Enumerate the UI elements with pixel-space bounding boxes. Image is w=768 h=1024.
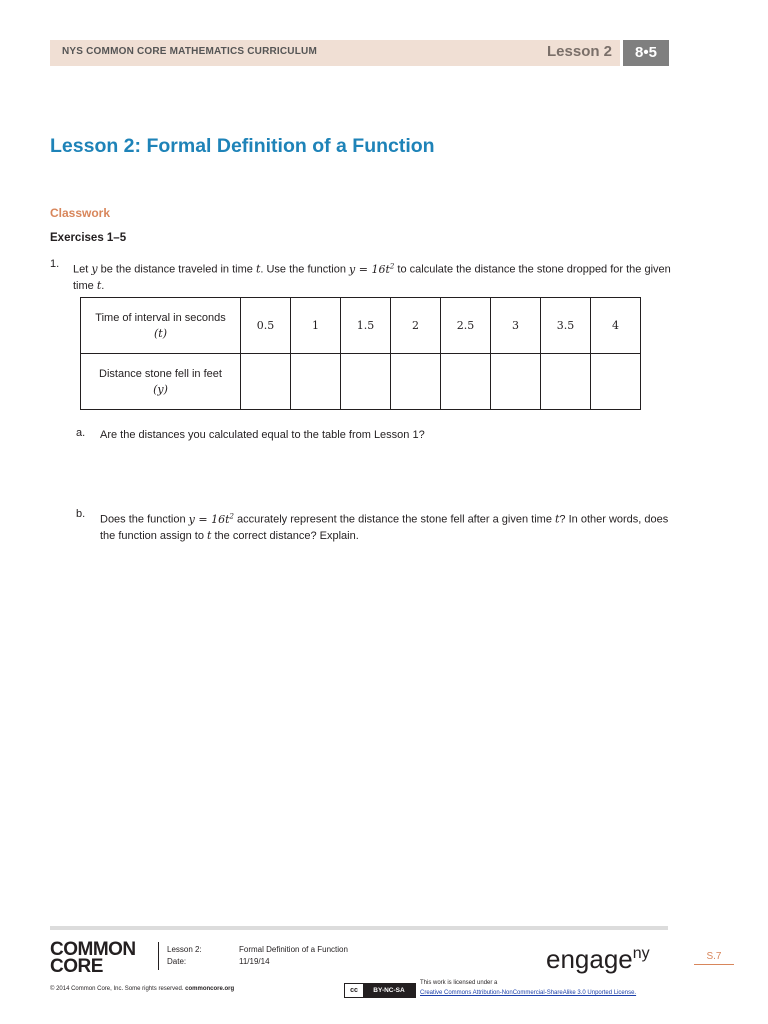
distance-answer-cell[interactable] xyxy=(541,354,591,410)
distance-answer-cell[interactable] xyxy=(491,354,541,410)
footer-date-label: Date: xyxy=(167,957,187,966)
time-cell: 3.5 xyxy=(541,298,591,354)
time-cell: 2.5 xyxy=(441,298,491,354)
distance-answer-cell[interactable] xyxy=(241,354,291,410)
distance-answer-cell[interactable] xyxy=(591,354,641,410)
distance-header-cell: Distance stone fell in feet (y) xyxy=(81,354,241,410)
footer-vertical-divider xyxy=(158,942,159,970)
part-b-text: Does the function $y = 16t^2$ accurately represent the distance the stone fell after a given time t? In other words, does the function assign to t the correct distance? Explain. xyxy=(100,512,669,542)
distance-table xyxy=(80,297,641,410)
time-cell: 3 xyxy=(491,298,541,354)
time-cell: 4 xyxy=(591,298,641,354)
engageny-logo: engage$^{ny}$ xyxy=(546,944,650,974)
common-core-logo: COMMON CORE xyxy=(50,939,136,977)
table-row xyxy=(81,354,641,410)
cc-icon: cc xyxy=(345,984,363,997)
copyright-notice: © 2014 Common Core, Inc. Some rights reserved. commoncore.org xyxy=(50,986,235,992)
time-cell: 1.5 xyxy=(341,298,391,354)
footer-lesson-label: Lesson 2: xyxy=(167,945,202,954)
license-intro: This work is licensed under a xyxy=(420,980,498,986)
question-number: 1. xyxy=(50,258,60,270)
license-link[interactable]: Creative Commons Attribution-NonCommercial-ShareAlike 3.0 Unported License. xyxy=(420,990,637,996)
section-heading: Classwork xyxy=(50,206,111,220)
time-cell: 0.5 xyxy=(241,298,291,354)
distance-answer-cell[interactable] xyxy=(341,354,391,410)
distance-answer-cell[interactable] xyxy=(291,354,341,410)
distance-answer-cell[interactable] xyxy=(391,354,441,410)
time-cell: 2 xyxy=(391,298,441,354)
footer-date-value: 11/19/14 xyxy=(239,957,270,966)
module-badge: 8•5 xyxy=(623,40,669,66)
distance-answer-cell[interactable] xyxy=(441,354,491,410)
cc-terms-label: BY-NC-SA xyxy=(363,984,415,997)
lesson-label: Lesson 2 xyxy=(547,43,613,60)
part-a-text: Are the distances you calculated equal to the table from Lesson 1? xyxy=(100,429,425,441)
exercises-heading: Exercises 1–5 xyxy=(50,232,127,244)
page-title: Lesson 2: Formal Definition of a Function xyxy=(50,135,435,157)
footer-divider xyxy=(50,926,668,930)
table-row xyxy=(81,298,641,354)
function-equation: $y = 16t^2$ xyxy=(349,262,395,276)
question-text: Let y be the distance traveled in time t. Use the function $y = 16t^2$ to calculate the distance the stone dropped for the given time t. xyxy=(73,262,671,292)
time-cell: 1 xyxy=(291,298,341,354)
part-a-letter: a. xyxy=(76,427,86,439)
part-b-letter: b. xyxy=(76,508,86,520)
footer-lesson-value: Formal Definition of a Function xyxy=(239,945,348,954)
curriculum-label: NYS COMMON CORE MATHEMATICS CURRICULUM xyxy=(62,46,317,57)
time-header-cell: Time of interval in seconds (t) xyxy=(81,298,241,354)
page-number: S.7 xyxy=(694,951,734,965)
creative-commons-badge[interactable] xyxy=(344,983,416,998)
